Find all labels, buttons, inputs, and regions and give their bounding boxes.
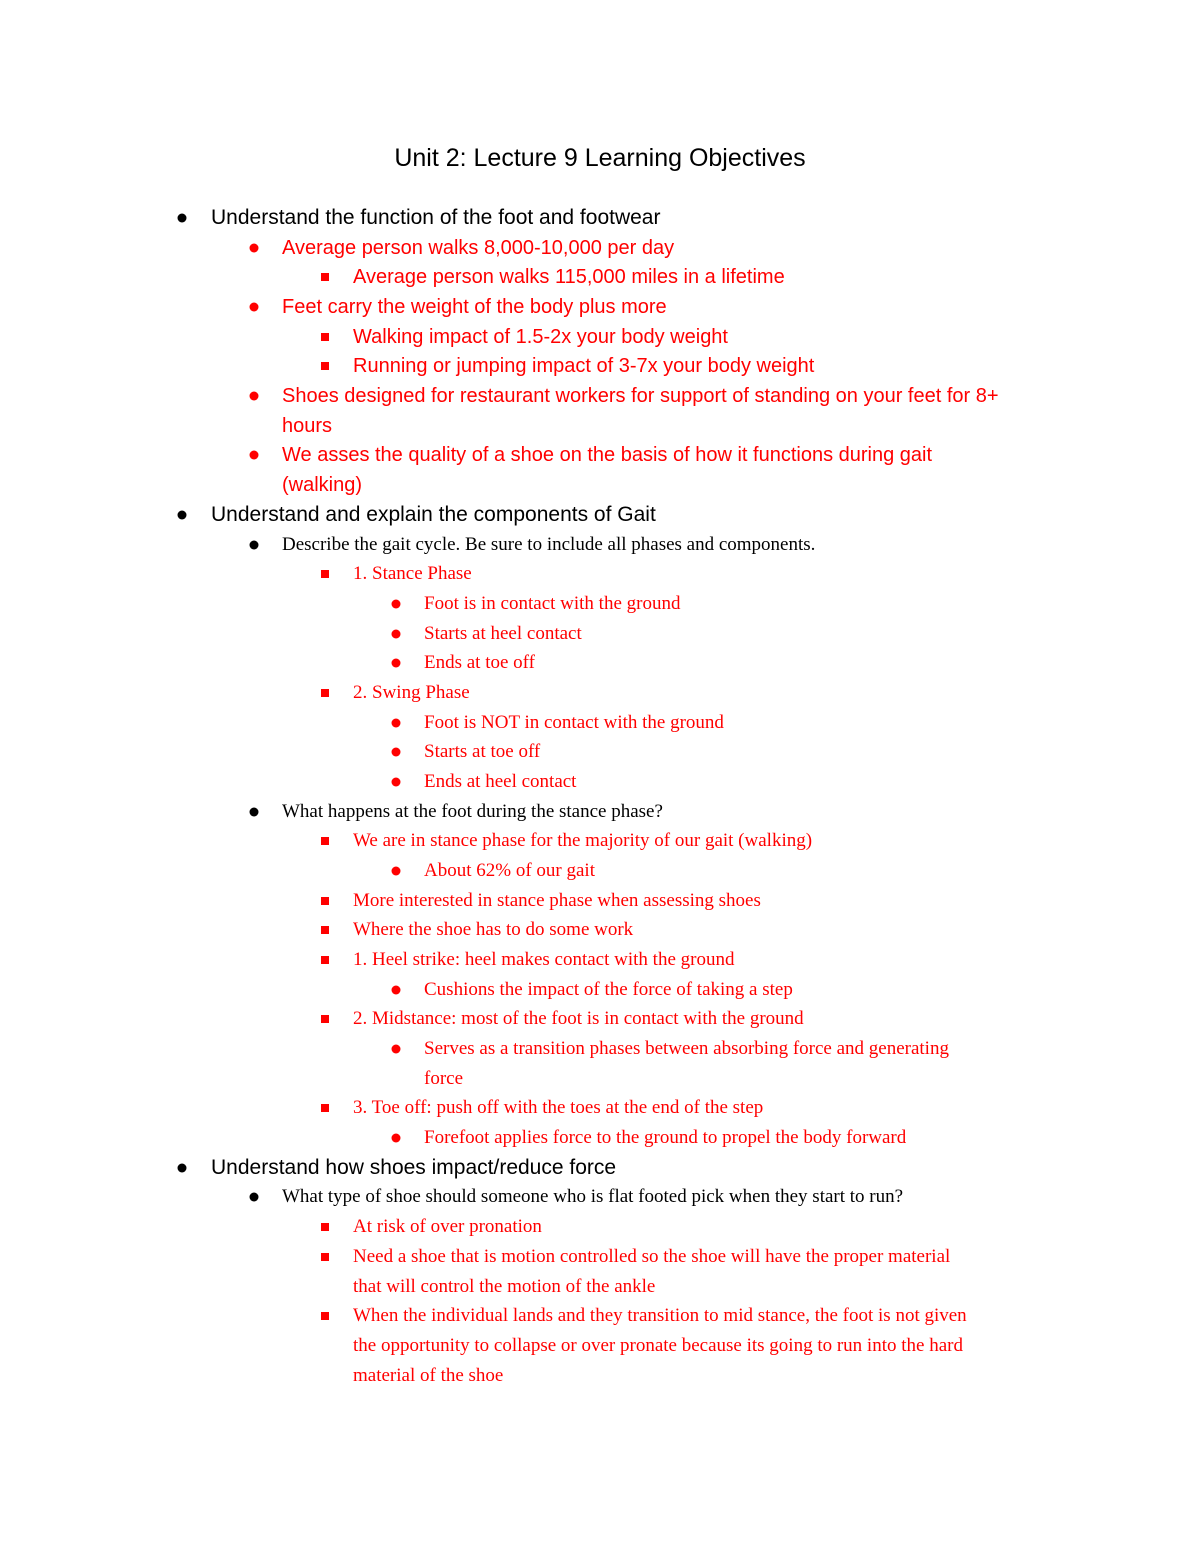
outline-line-text: (walking) — [282, 474, 363, 497]
disc-bullet-icon — [244, 233, 264, 263]
outline-line-text: We are in stance phase for the majority of our gait (walking) — [353, 830, 813, 852]
outline-line-text: Understand the function of the foot and footwear — [211, 206, 661, 229]
disc-bullet-icon — [386, 589, 406, 619]
outline-line-text: Describe the gait cycle. Be sure to include all phases and components. — [282, 533, 816, 555]
outline-line — [0, 1331, 1200, 1361]
outline-line-text: 1. Stance Phase — [353, 563, 472, 585]
outline-line-text: Walking impact of 1.5-2x your body weight — [353, 325, 728, 348]
outline-line-text: Foot is NOT in contact with the ground — [424, 711, 724, 733]
outline-line — [0, 1093, 1200, 1123]
disc-bullet-icon — [244, 1182, 264, 1212]
outline-line-text: Serves as a transition phases between absorbing force and generating — [424, 1038, 949, 1059]
outline-line-text: We asses the quality of a shoe on the basis of how it functions during gait — [282, 444, 933, 467]
outline-line-text: force — [424, 1067, 464, 1089]
outline-line — [0, 233, 1200, 263]
outline-line — [0, 530, 1200, 560]
outline-line — [0, 500, 1200, 530]
outline-line — [0, 767, 1200, 797]
disc-bullet-icon — [386, 619, 406, 649]
disc-bullet-icon — [386, 708, 406, 738]
outline-line — [0, 1361, 1200, 1391]
outline-line — [0, 411, 1200, 441]
disc-bullet-icon — [386, 737, 406, 767]
outline-line-text: material of the shoe — [353, 1364, 504, 1386]
outline-line — [0, 322, 1200, 352]
outline-line — [0, 1182, 1200, 1212]
outline-line-text: Starts at toe off — [424, 741, 541, 763]
outline-line-text: Foot is in contact with the ground — [424, 592, 681, 614]
document-title: Unit 2: Lecture 9 Learning Objectives — [394, 144, 806, 172]
outline-line — [0, 797, 1200, 827]
square-bullet-icon — [315, 1093, 335, 1123]
square-bullet-icon — [315, 322, 335, 352]
disc-bullet-icon — [244, 381, 264, 411]
disc-bullet-icon — [244, 440, 264, 470]
outline-line — [0, 886, 1200, 916]
square-bullet-icon — [315, 1004, 335, 1034]
disc-bullet-icon — [386, 648, 406, 678]
outline-line — [0, 1153, 1200, 1183]
outline-line-text: About 62% of our gait — [424, 860, 595, 881]
disc-bullet-icon — [244, 292, 264, 322]
outline-line — [0, 648, 1200, 678]
outline-line — [0, 292, 1200, 322]
square-bullet-icon — [315, 886, 335, 916]
outline-line-text: 2. Swing Phase — [353, 681, 470, 703]
square-bullet-icon — [315, 826, 335, 856]
outline-line-text: 3. Toe off: push off with the toes at the end of the step — [353, 1097, 764, 1119]
square-bullet-icon — [315, 351, 335, 381]
outline-line — [0, 1004, 1200, 1034]
disc-bullet-icon — [386, 1123, 406, 1153]
disc-bullet-icon — [386, 975, 406, 1005]
outline-line-text: Average person walks 8,000-10,000 per day — [282, 236, 675, 259]
outline-line — [0, 619, 1200, 649]
outline-line-text: Starts at heel contact — [424, 622, 582, 644]
square-bullet-icon — [315, 678, 335, 708]
outline-line-text: Understand and explain the components of Gait — [211, 502, 656, 526]
outline-line-text: that will control the motion of the ankle — [353, 1275, 656, 1297]
outline-line — [0, 945, 1200, 975]
disc-bullet-icon — [386, 1034, 406, 1064]
outline-line — [0, 470, 1200, 500]
outline-line — [0, 351, 1200, 381]
disc-bullet-icon — [172, 1153, 192, 1183]
square-bullet-icon — [315, 945, 335, 975]
disc-bullet-icon — [244, 530, 264, 560]
outline-line — [0, 262, 1200, 292]
outline-line — [0, 708, 1200, 738]
outline-line-text: 2. Midstance: most of the foot is in contact with the ground — [353, 1008, 804, 1030]
outline-line-text: Understand how shoes impact/reduce force — [211, 1155, 617, 1179]
outline-line — [0, 1242, 1200, 1272]
outline-line — [0, 589, 1200, 619]
square-bullet-icon — [315, 915, 335, 945]
outline-line — [0, 975, 1200, 1005]
outline-line — [0, 826, 1200, 856]
disc-bullet-icon — [244, 797, 264, 827]
outline-line-text: Forefoot applies force to the ground to propel the body forward — [424, 1127, 907, 1149]
square-bullet-icon — [315, 1212, 335, 1242]
square-bullet-icon — [315, 559, 335, 589]
disc-bullet-icon — [172, 203, 192, 233]
outline-line-text: Ends at toe off — [424, 652, 535, 674]
outline-line — [0, 678, 1200, 708]
outline-line-text: 1. Heel strike: heel makes contact with the ground — [353, 949, 735, 970]
outline-line-text: At risk of over pronation — [353, 1216, 542, 1238]
outline-line-text: Feet carry the weight of the body plus more — [282, 296, 667, 318]
outline-line-text: Running or jumping impact of 3-7x your body weight — [353, 355, 815, 378]
outline-line-text: What happens at the foot during the stance phase? — [282, 800, 663, 822]
outline-line-text: Ends at heel contact — [424, 770, 577, 792]
outline-line-text: Cushions the impact of the force of taking a step — [424, 978, 793, 1000]
square-bullet-icon — [315, 262, 335, 292]
outline-line — [0, 440, 1200, 470]
outline-line-text: Where the shoe has to do some work — [353, 919, 634, 941]
outline-line — [0, 559, 1200, 589]
outline-line — [0, 1064, 1200, 1094]
disc-bullet-icon — [172, 500, 192, 530]
outline-line-text: hours — [282, 414, 333, 437]
outline-line — [0, 1123, 1200, 1153]
outline-line-text: More interested in stance phase when assessing shoes — [353, 889, 761, 911]
outline-line — [0, 1301, 1200, 1331]
outline-line — [0, 856, 1200, 886]
outline-line-text: Average person walks 115,000 miles in a lifetime — [353, 266, 785, 289]
disc-bullet-icon — [386, 856, 406, 886]
outline-line — [0, 1272, 1200, 1302]
outline-line-text: What type of shoe should someone who is flat footed pick when they start to run? — [282, 1186, 904, 1208]
outline-line — [0, 915, 1200, 945]
disc-bullet-icon — [386, 767, 406, 797]
outline-line-text: Shoes designed for restaurant workers for support of standing on your feet for 8+ — [282, 385, 999, 408]
square-bullet-icon — [315, 1301, 335, 1331]
outline-line — [0, 1212, 1200, 1242]
outline-line — [0, 203, 1200, 233]
outline-line-text: Need a shoe that is motion controlled so the shoe will have the proper material — [353, 1245, 951, 1267]
square-bullet-icon — [315, 1242, 335, 1272]
outline-line — [0, 737, 1200, 767]
outline-line-text: the opportunity to collapse or over pronate because its going to run into the hard — [353, 1334, 963, 1356]
outline-line-text: When the individual lands and they transition to mid stance, the foot is not given — [353, 1305, 967, 1327]
outline-line — [0, 1034, 1200, 1064]
outline-line — [0, 381, 1200, 411]
